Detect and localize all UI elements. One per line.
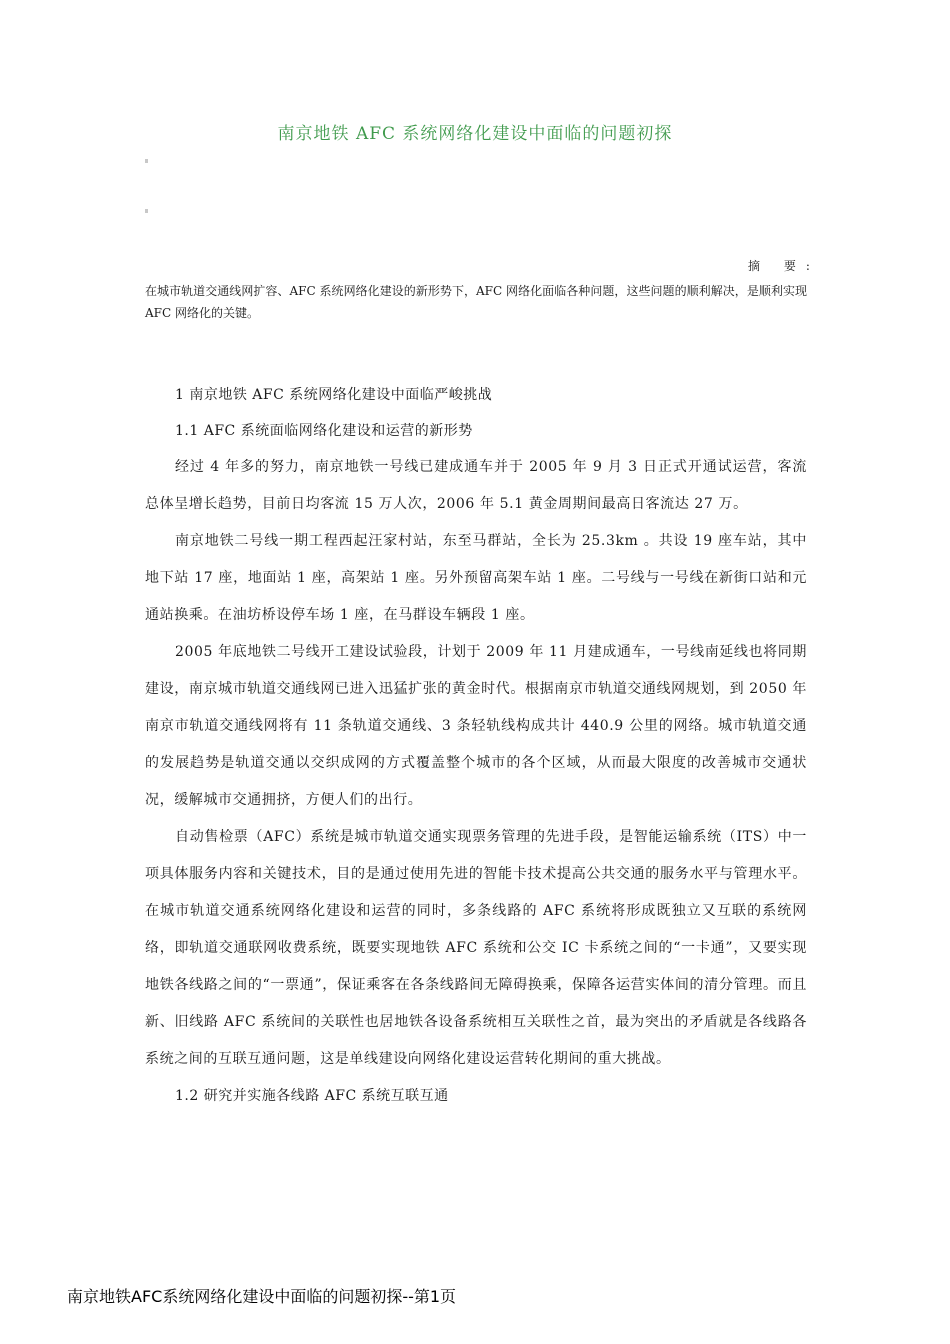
section-heading: 1 南京地铁 AFC 系统网络化建设中面临严峻挑战 (175, 387, 493, 403)
abstract-text: 在城市轨道交通线网扩容、AFC 系统网络化建设的新形势下，AFC 网络化面临各种问题，这些问题的顺利解决，是顺利实现 AFC 网络化的关键。 (145, 284, 807, 320)
document-title: 南京地铁 AFC 系统网络化建设中面临的问题初探 (277, 124, 673, 144)
subsection-heading: 1.1 AFC 系统面临网络化建设和运营的新形势 (175, 423, 473, 439)
scan-mark (145, 209, 148, 213)
page-footer: 南京地铁AFC系统网络化建设中面临的问题初探--第1页 (67, 1287, 457, 1306)
body-paragraph: 经过 4 年多的努力，南京地铁一号线已建成通车并于 2005 年 9 月 3 日正式开通试运营，客流总体呈增长趋势，目前日均客流 15 万人次，2006 年 5.1 黄金周期间最高日客流达 27 万。 (145, 459, 807, 512)
scan-mark (145, 159, 148, 163)
document-body (145, 377, 807, 1114)
body-paragraph: 自动售检票（AFC）系统是城市轨道交通实现票务管理的先进手段，是智能运输系统（ITS）中一项具体服务内容和关键技术，目的是通过使用先进的智能卡技术提高公共交通的服务水平与管理水平。在城市轨道交通系统网络化建设和运营的同时，多条线路的 AFC 系统将形成既独立又互联的系统网络，即轨道交通联网收费系统，既要实现地铁 AFC 系统和公交 IC 卡系统之间的“一卡通”，又要实现地铁各线路之间的“一票通”，保证乘客在各条线路间无障碍换乘，保障各运营实体间的清分管理。而且新、旧线路 AFC 系统间的关联性也居地铁各设备系统相互关联性之首，最为突出的矛盾就是各线路各系统之间的互联互通问题，这是单线建设向网络化建设运营转化期间的重大挑战。 (145, 829, 808, 1067)
subsection-heading: 1.2 研究并实施各线路 AFC 系统互联互通 (175, 1088, 449, 1104)
abstract-label: 摘 要: (748, 259, 820, 273)
body-paragraph: 2005 年底地铁二号线开工建设试验段，计划于 2009 年 11 月建成通车，一号线南延线也将同期建设，南京城市轨道交通线网已进入迅猛扩张的黄金时代。根据南京市轨道交通线网规划，到 2050 年南京市轨道交通线网将有 11 条轨道交通线、3 条轻轨线构成共计 440.9 公里的网络。城市轨道交通的发展趋势是轨道交通以交织成网的方式覆盖整个城市的各个区域，从而最大限度的改善城市交通状况，缓解城市交通拥挤，方便人们的出行。 (145, 644, 807, 808)
body-paragraph: 南京地铁二号线一期工程西起汪家村站，东至马群站，全长为 25.3km 。共设 19 座车站，其中地下站 17 座，地面站 1 座，高架站 1 座。另外预留高架车站 1 座。二号线与一号线在新街口站和元通站换乘。在油坊桥设停车场 1 座，在马群设车辆段 1 座。 (145, 533, 807, 623)
